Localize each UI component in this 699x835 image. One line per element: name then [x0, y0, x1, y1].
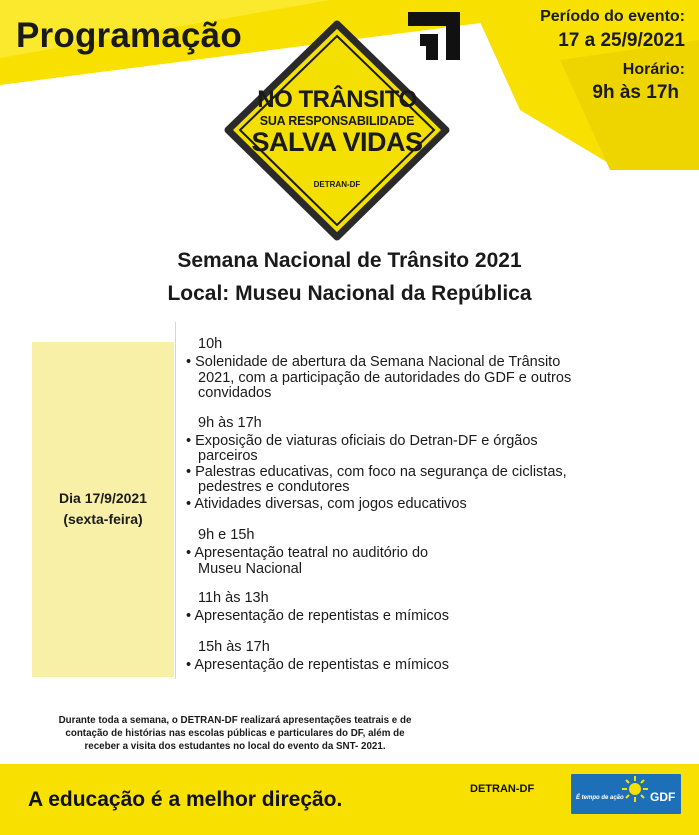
schedule-item: • Atividades diversas, com jogos educativos	[186, 497, 676, 511]
schedule-item: • Apresentação de repentistas e mímicos	[186, 609, 676, 623]
schedule-item-cont: convidados	[198, 385, 272, 401]
footer-slogan: A educação é a melhor direção.	[28, 788, 343, 811]
page-title: Programação	[16, 16, 242, 55]
schedule-item-cont: Museu Nacional	[198, 561, 302, 577]
sign-line-2: SUA RESPONSABILIDADE	[259, 114, 415, 128]
detran-logo-text: DETRAN-DF	[470, 783, 535, 795]
schedule-time: 9h e 15h	[198, 527, 255, 543]
event-location: Local: Museu Nacional da República	[167, 282, 532, 305]
day-box	[32, 342, 174, 677]
schedule-item: • Apresentação de repentistas e mímicos	[186, 658, 676, 672]
schedule-item: • Solenidade de abertura da Semana Nacional de Trânsito	[186, 355, 676, 369]
schedule-divider	[175, 322, 176, 679]
schedule-item: • Apresentação teatral no auditório do	[186, 546, 676, 560]
schedule-item-cont: 2021, com a participação de autoridades do GDF e outros	[198, 370, 572, 386]
schedule-time: 15h às 17h	[198, 639, 270, 655]
schedule-time: 9h às 17h	[198, 415, 262, 431]
schedule-item-cont: parceiros	[198, 448, 258, 464]
event-period-value: 17 a 25/9/2021	[558, 30, 685, 51]
gdf-sun-icon	[622, 776, 648, 802]
event-period-label: Período do evento:	[540, 8, 685, 25]
gdf-tagline: É tempo de ação	[576, 795, 624, 801]
schedule-item: • Exposição de viaturas oficiais do Detran-DF e órgãos	[186, 434, 676, 448]
day-weekday: (sexta-feira)	[63, 511, 143, 527]
sign-line-3: SALVA VIDAS	[251, 127, 423, 157]
sign-line-1: NO TRÂNSITO	[257, 86, 417, 113]
event-hours-label: Horário:	[622, 61, 685, 78]
schedule-time: 11h às 13h	[198, 590, 269, 606]
day-date: Dia 17/9/2021	[59, 490, 147, 506]
footer-note	[20, 714, 450, 753]
gdf-logo-text: GDF	[650, 790, 676, 804]
schedule-time: 10h	[198, 336, 223, 352]
footer-note-line: receber a visita dos estudantes no local do evento da SNT- 2021.	[84, 741, 386, 752]
footer-note-line: Durante toda a semana, o DETRAN-DF realizará apresentações teatrais e de	[58, 715, 412, 726]
footer-note-line: contação de histórias nas escolas públicas e particulares do DF, além de	[65, 728, 405, 739]
schedule-item: • Palestras educativas, com foco na segurança de ciclistas,	[186, 465, 676, 479]
event-title: Semana Nacional de Trânsito 2021	[177, 249, 522, 272]
schedule-item-cont: pedestres e condutores	[198, 479, 350, 495]
sign-logo-text: DETRAN-DF	[313, 180, 361, 189]
event-hours-value: 9h às 17h	[592, 82, 679, 103]
